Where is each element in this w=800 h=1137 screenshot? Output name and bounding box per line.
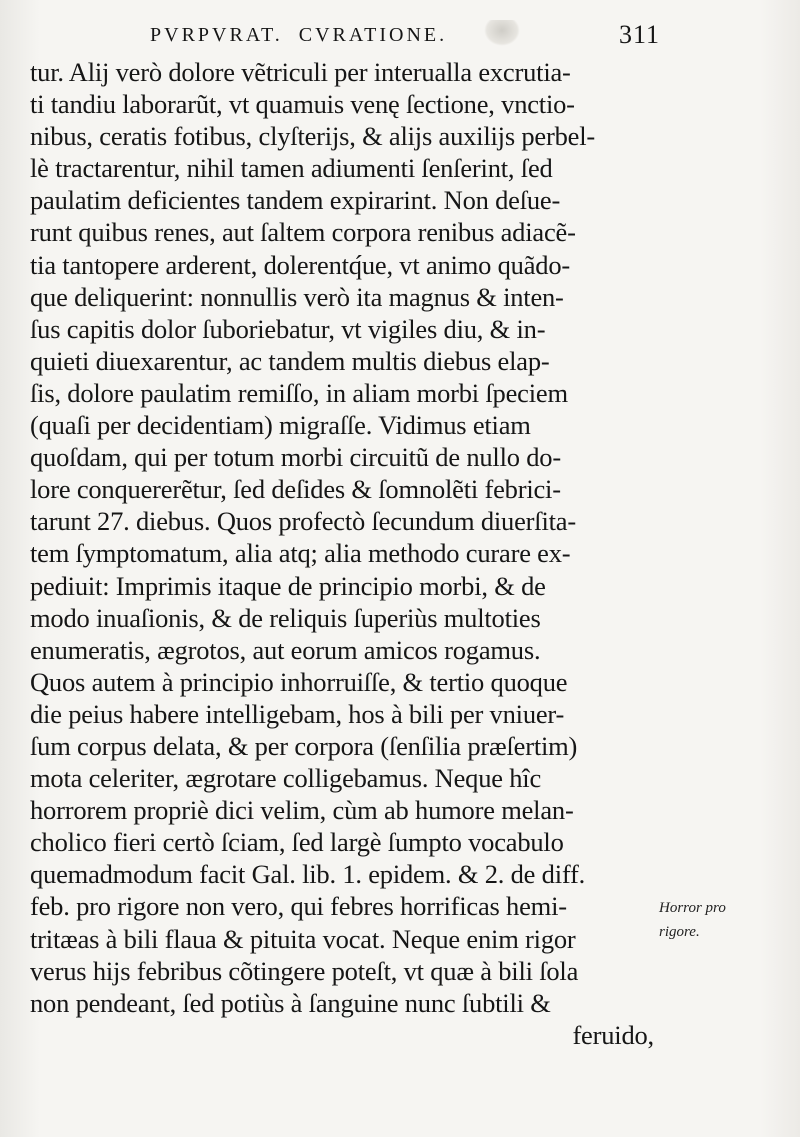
page-number: 311 <box>618 20 660 49</box>
text-line: ſis, dolore paulatim remiſſo, in aliam morbi ſpeciem <box>30 377 568 408</box>
text-line: tia tantopere arderent, dolerentq́ue, vt animo quãdo- <box>30 249 570 280</box>
text-line: paulatim deficientes tandem expirarint. Non deſue- <box>30 185 561 216</box>
text-line: cholico fieri certò ſciam, ſed largè ſumpto vocabulo <box>30 827 564 858</box>
text-line: ſum corpus delata, & per corpora (ſenſilia præſertim) <box>30 730 578 761</box>
text-line: non pendeant, ſed potiùs à ſanguine nunc ſubtili & <box>30 987 551 1018</box>
text-line: Quos autem à principio inhorruiſſe, & tertio quoque <box>30 666 568 697</box>
catchword-line: feruido, <box>572 1019 654 1050</box>
running-head: PVRPVRAT. CVRATIONE. <box>150 24 448 46</box>
text-line: tem ſymptomatum, alia atq; alia methodo curare ex- <box>30 538 571 569</box>
text-line: (quaſi per decidentiam) migraſſe. Vidimus etiam <box>30 410 531 441</box>
text-line: quoſdam, qui per totum morbi circuitũ de nullo do- <box>30 442 561 473</box>
text-line: die peius habere intelligebam, hos à bili per vniuer- <box>30 698 565 729</box>
text-line: runt quibus renes, aut ſaltem corpora renibus adiacẽ- <box>30 217 576 248</box>
text-line: tarunt 27. diebus. Quos profectò ſecundum diuerſita- <box>30 506 576 537</box>
text-line: pediuit: Imprimis itaque de principio morbi, & de <box>30 570 546 601</box>
text-line: ſus capitis dolor ſuboriebatur, vt vigiles diu, & in- <box>30 313 546 344</box>
text-line: lè tractarentur, nihil tamen adiumenti ſenſerint, ſed <box>30 153 553 184</box>
text-line: verus hijs febribus cõtingere poteſt, vt quæ à bili ſola <box>30 955 579 986</box>
text-line: que deliquerint: nonnullis verò ita magnus & inten- <box>30 281 564 312</box>
text-line: quieti diuexarentur, ac tandem multis diebus elap- <box>30 345 550 376</box>
text-line: tur. Alij verò dolore vẽtriculi per interualla excrutia- <box>30 57 571 87</box>
text-line: enumeratis, ægrotos, aut eorum amicos rogamus. <box>30 634 541 665</box>
text-line: ti tandiu laborarũt, vt quamuis venę ſectione, vnctio- <box>30 89 575 120</box>
margin-note <box>659 896 779 944</box>
text-line: feb. pro rigore non vero, qui febres horrificas hemi- <box>30 891 567 922</box>
text-line: tritæas à bili flaua & pituita vocat. Neque enim rigor <box>30 923 576 954</box>
text-line: modo inuaſionis, & de reliquis ſuperiùs multoties <box>30 602 541 633</box>
text-line: quemadmodum facit Gal. lib. 1. epidem. & 2. de diff. <box>30 859 586 890</box>
text-line: nibus, ceratis fotibus, clyſterijs, & alijs auxilijs perbel- <box>30 121 595 152</box>
text-line: mota celeriter, ægrotare colligebamus. Neque hîc <box>30 763 542 794</box>
margin-note-line: Horror pro <box>659 900 726 916</box>
margin-note-line: rigore. <box>659 924 700 940</box>
text-line: horrorem propriè dici velim, cùm ab humore melan- <box>30 795 574 826</box>
text-line: lore conquererẽtur, ſed deſides & ſomnolẽti febrici- <box>30 474 561 505</box>
header-ornament <box>484 20 520 46</box>
body-text <box>30 56 658 1051</box>
page-header <box>150 20 660 50</box>
